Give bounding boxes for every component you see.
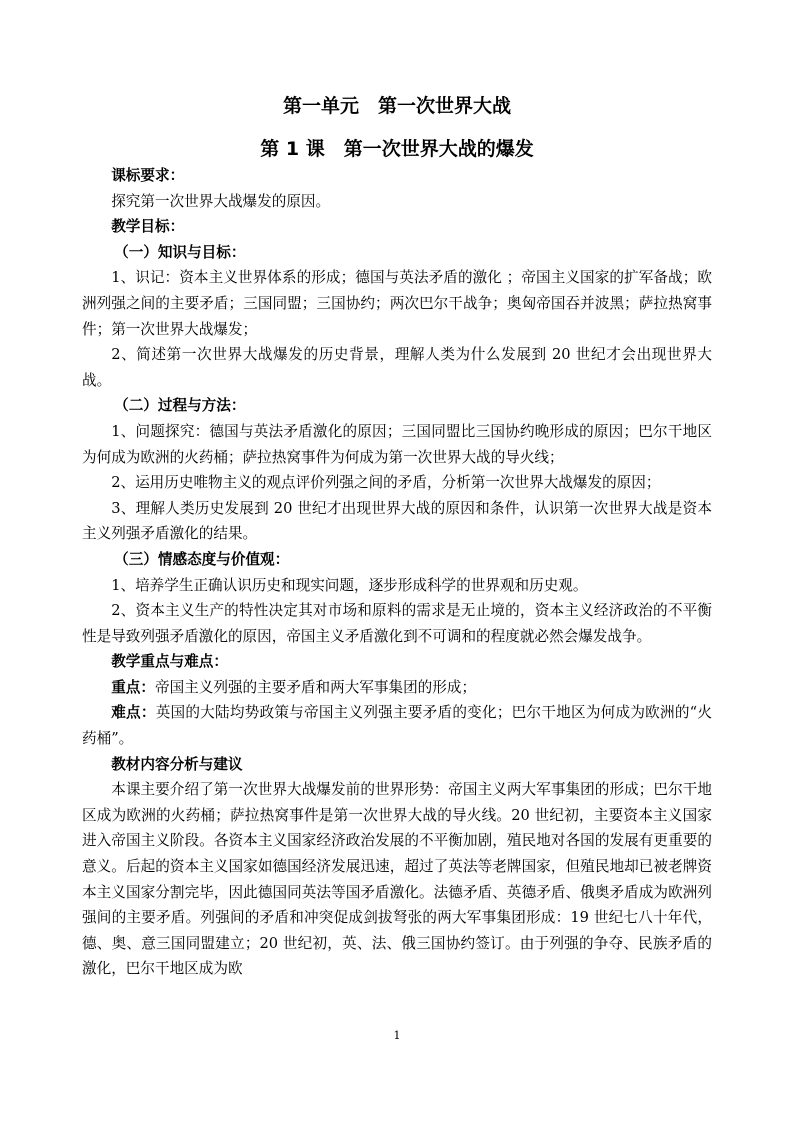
- knowledge-item-2: 2、简述第一次世界大战爆发的历史背景，理解人类为什么发展到 20 世纪才会出现世界大战。: [82, 346, 712, 389]
- document-body: [82, 163, 712, 982]
- curriculum-heading: 课标要求：: [111, 167, 185, 184]
- key-point: [82, 675, 712, 701]
- key-label: 重点：: [111, 678, 155, 696]
- values-item-2: 2、资本主义生产的特性决定其对市场和原料的需求是无止境的，资本主义经济政治的不平衡性是导致列强矛盾激化的原因，帝国主义矛盾激化到不可调和的程度就必然会爆发战争。: [82, 602, 712, 645]
- unit-title: 第一单元 第一次世界大战: [282, 95, 511, 117]
- analysis-paragraph: 本课主要介绍了第一次世界大战爆发前的世界形势：帝国主义两大军事集团的形成；巴尔干地区成为欧洲的火药桶；萨拉热窝事件是第一次世界大战的导火线。20 世纪初，主要资本主义国家进入帝国主义阶段。各资本主义国家经济政治发展的不平衡加剧，殖民地对各国的发展有更重要的意义。后起的资本主义国家如德国经济发展迅速，超过了英法等老牌国家，但殖民地却已被老牌资本主义国家分割完毕，因此德国同英法等国矛盾激化。法德矛盾、英德矛盾、俄奥矛盾成为欧洲列强间的主要矛盾。列强间的矛盾和冲突促成剑拔弩张的两大军事集团形成：19 世纪七八十年代，德、奥、意三国同盟建立；20 世纪初，英、法、俄三国协约签订。由于列强的争夺、民族矛盾的激化，巴尔干地区成为欧: [82, 781, 712, 978]
- process-item-2: 2、运用历史唯物主义的观点评价列强之间的矛盾，分析第一次世界大战爆发的原因；: [111, 474, 661, 492]
- knowledge-item-1: 1、识记：资本主义世界体系的形成；德国与英法矛盾的激化 ；帝国主义国家的扩军备战；欧洲列强之间的主要矛盾；三国同盟；三国协约；两次巴尔干战争；奥匈帝国吞并波黑；萨拉热窝事件；第一次世界大战爆发；: [82, 269, 712, 338]
- process-heading: （二）过程与方法：: [114, 397, 246, 415]
- page-number: 1: [393, 1029, 401, 1042]
- goals-heading: 教学目标：: [111, 218, 185, 236]
- lesson-title: 第 1 课 第一次世界大战的爆发: [260, 138, 534, 160]
- key-text: 帝国主义列强的主要矛盾和两大军事集团的形成；: [154, 678, 477, 696]
- analysis-heading: 教材内容分析与建议: [111, 755, 243, 773]
- process-item-1: 1、问题探究：德国与英法矛盾激化的原因；三国同盟比三国协约晚形成的原因；巴尔干地区为何成为欧洲的火药桶；萨拉热窝事件为何成为第一次世界大战的导火线；: [82, 422, 712, 466]
- curriculum-text: 探究第一次世界大战爆发的原因。: [111, 192, 331, 210]
- values-item-1: 1、培养学生正确认识历史和现实问题，逐步形成科学的世界观和历史观。: [111, 576, 588, 594]
- difficult-label: 难点：: [111, 704, 156, 722]
- difficult-point: [82, 700, 712, 751]
- knowledge-heading: （一）知识与目标：: [114, 243, 246, 261]
- focus-heading: 教学重点与难点：: [111, 653, 228, 671]
- process-item-3: 3、理解人类历史发展到 20 世纪才出现世界大战的原因和条件，认识第一次世界大战是资本主义列强矛盾激化的结果。: [82, 499, 712, 543]
- values-heading: （三）情感态度与价值观：: [114, 550, 290, 568]
- difficult-text: 英国的大陆均势政策与帝国主义列强主要矛盾的变化；巴尔干地区为何成为欧洲的“火药桶”。: [82, 704, 712, 748]
